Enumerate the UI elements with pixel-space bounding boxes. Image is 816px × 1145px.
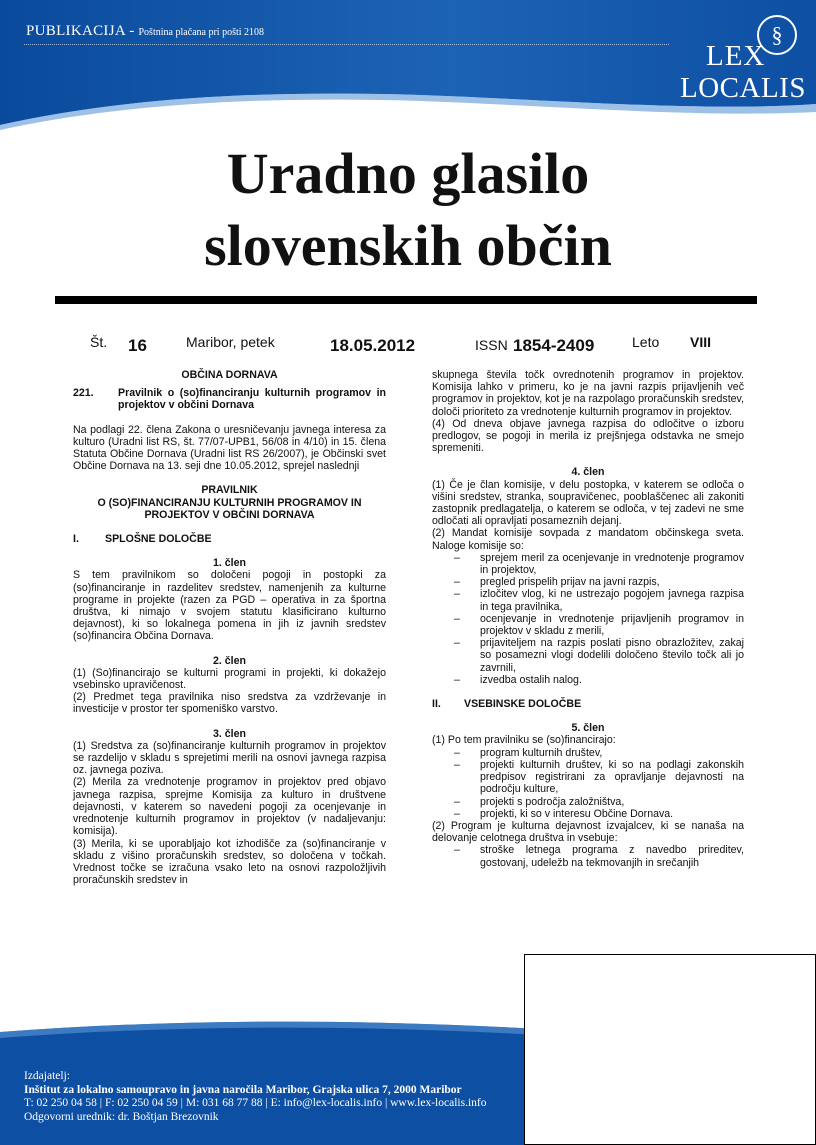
article-paragraph: (1) (So)financirajo se kulturni programi in projekti, ki dokažejo vsebinsko upravičenost. <box>73 666 386 692</box>
article-title: 5. člen <box>571 722 605 735</box>
document-title: PRAVILNIK <box>201 484 258 497</box>
list-item: – stroške letnega programa z navedbo prireditev, gostovanj, udeležb na tekmovanjih in srečanjih <box>432 844 744 868</box>
act-number: 221. <box>73 387 94 400</box>
list-item: – projekti, ki so v interesu Občine Dornava. <box>432 808 744 820</box>
left-column <box>73 369 386 886</box>
list-item: – izločitev vlog, ki ne ustrezajo pogojem javnega razpisa in tega pravilnika, <box>432 588 744 612</box>
article-title: 3. člen <box>213 727 246 740</box>
address-label-box <box>524 954 816 1145</box>
municipality-heading: OBČINA DORNAVA <box>181 369 278 381</box>
article-paragraph: (1) Če je član komisije, v delu postopka, v katerem se odloča o višini sredstev, stranka, soupravičenec, pooblaščenec ali zakoniti zastopnik predlagatelja, o katerem se odloča, v tej zadevi ne sme odločati ali opravljati posameznih dejanj. <box>432 478 744 528</box>
title-rule <box>55 296 757 304</box>
publication-label: PUBLIKACIJA - <box>26 23 135 39</box>
article-title: 2. člen <box>213 654 246 667</box>
page-title <box>0 138 816 282</box>
issn-label: ISSN <box>475 337 508 353</box>
funded-items-list <box>432 747 744 820</box>
section-heading <box>73 533 386 545</box>
article-title: 1. člen <box>213 557 246 570</box>
article-text: S tem pravilnikom so določeni pogoji in postopki za (so)financiranje in razdelitev sredstev, namenjenih za kulturne programe in projekte (razen za PGD – operativa in za športna društva, ki nimajo v svojem statutu klasificirano kulturno dejavnost), ki so lokalnega pomena in jih iz javnih sredstev (so)financira Občina Dornava. <box>73 569 386 643</box>
issue-date: 18.05.2012 <box>330 336 416 355</box>
issn-number: 1854-2409 <box>513 336 595 355</box>
issue-number: 16 <box>128 336 147 355</box>
logo-localis: LOCALIS <box>680 72 806 104</box>
article-paragraph: (4) Od dneva objave javnega razpisa do odločitve o izboru predlogov, se pogoji in merila iz prejšnjega odstavka ne smejo spremeniti. <box>432 417 744 455</box>
section-title: VSEBINSKE DOLOČBE <box>464 698 582 711</box>
contact-info: T: 02 250 04 58 | F: 02 250 04 59 | M: 031 68 77 88 | E: info@lex-localis.info | www.lex-localis.info <box>24 1097 487 1109</box>
year-value: VIII <box>690 334 712 350</box>
issuer-label: Izdajatelj: <box>24 1070 70 1082</box>
issue-number-label: Št. <box>90 334 108 350</box>
act-title: Pravilnik o (so)financiranju kulturnih programov in projektov v občini Dornava <box>118 387 386 412</box>
article-paragraph: (2) Merila za vrednotenje programov in projektov pred objavo javnega razpisa, sprejme Komisija za kulturo in društvene dejavnosti, v katerem so navedeni pogoji za ocenjevanje in vrednotenje kulturnih programov in projektov (v nadaljevanju: komisija). <box>73 776 386 838</box>
publication-line <box>26 22 264 40</box>
section-title: SPLOŠNE DOLOČBE <box>105 533 212 546</box>
issue-place-day: Maribor, petek <box>186 334 275 350</box>
year-label: Leto <box>632 334 660 350</box>
header-banner <box>0 0 816 130</box>
commission-tasks-list <box>432 552 744 686</box>
section-number: II. <box>432 698 441 711</box>
lex-localis-logo <box>676 10 812 105</box>
article-title: 4. člen <box>571 466 605 479</box>
article-paragraph: (2) Predmet tega pravilnika niso sredstva za vzdrževanje in investicije v prostor ter spomeniško varstvo. <box>73 691 386 716</box>
section-heading <box>432 698 744 710</box>
list-item: – projekti kulturnih društev, ki so na podlagi zakonskih predpisov registrirani za opravljanje dejavnosti na področju kulture, <box>432 759 744 796</box>
list-item: – izvedba ostalih nalog. <box>432 674 744 686</box>
article-paragraph: skupnega števila točk ovrednotenih programov in projektov. Komisija lahko v primeru, ko je na javni razpis prijavljenih več programov in projektov, kot je na razpolago proračunskih sredstev, določi prioriteto za vrednotenje kulturnih programov in projektov. <box>432 369 744 418</box>
postage-note: Poštnina plačana pri pošti 2108 <box>138 27 265 38</box>
act-heading <box>73 387 386 411</box>
logo-lex: LEX <box>706 40 766 72</box>
editor-info: Odgovorni urednik: dr. Boštjan Brezovnik <box>24 1110 219 1123</box>
title-line-1: Uradno glasilo <box>226 141 590 206</box>
article-paragraph: (1) Po tem pravilniku se (so)financirajo: <box>432 734 616 747</box>
article-paragraph: (2) Mandat komisije sovpada z mandatom občinskega sveta. Naloge komisije so: <box>432 527 744 552</box>
right-column <box>432 369 744 869</box>
paragraph-icon: § <box>757 15 797 55</box>
list-item: – prijaviteljem na razpis poslati pisno obrazložitev, zakaj so posamezni vlogi dodelili določeno število točk ali jo zavrnili, <box>432 637 744 674</box>
list-item: – projekti s področja založništva, <box>432 796 744 808</box>
list-item: – pregled prispelih prijav na javni razpis, <box>432 576 744 588</box>
article-paragraph: (2) Program je kulturna dejavnost izvajalcev, ki se nanaša na delovanje celotnega društva in vsebuje: <box>432 819 744 845</box>
list-item: – program kulturnih društev, <box>432 747 744 759</box>
issuer-name: Inštitut za lokalno samoupravo in javna naročila Maribor, Grajska ulica 7, 2000 Maribor <box>24 1083 462 1096</box>
title-line-2: slovenskih občin <box>204 213 612 278</box>
article-paragraph: (3) Merila, ki se uporabljajo kot izhodišče za (so)financiranje v skladu z višino proračunskih sredstev, so določena v točkah. Vrednost točke se izračuna vsako leto na osnovi razpoložljivih proračunskih sredstev in <box>73 837 386 887</box>
article-paragraph: (1) Sredstva za (so)financiranje kulturnih programov in projektov se razdelijo v skladu s sprejetimi merili na osnovi javnega razpisa oz. javnega poziva. <box>73 739 386 777</box>
preamble: Na podlagi 22. člena Zakona o uresničevanju javnega interesa za kulturo (Uradni list RS, št. 77/07-UPB1, 56/08 in 4/10) in 15. člena Statuta Občine Dornava (Uradni list RS 26/2007), je Občinski svet Občine Dornava na 13. seji dne 10.05.2012, sprejel naslednji <box>73 423 386 473</box>
document-subtitle: O (SO)FINANCIRANJU KULTURNIH PROGRAMOV IN PROJEKTOV V OBČINI DORNAVA <box>97 496 362 521</box>
list-item: – sprejem meril za ocenjevanje in vrednotenje programov in projektov, <box>432 552 744 576</box>
program-contents-list <box>432 844 744 868</box>
dotted-divider <box>24 44 669 45</box>
list-item: – ocenjevanje in vrednotenje prijavljenih programov in projektov v skladu z merili, <box>432 613 744 637</box>
footer-publisher-info <box>24 1070 486 1124</box>
section-number: I. <box>73 533 79 546</box>
